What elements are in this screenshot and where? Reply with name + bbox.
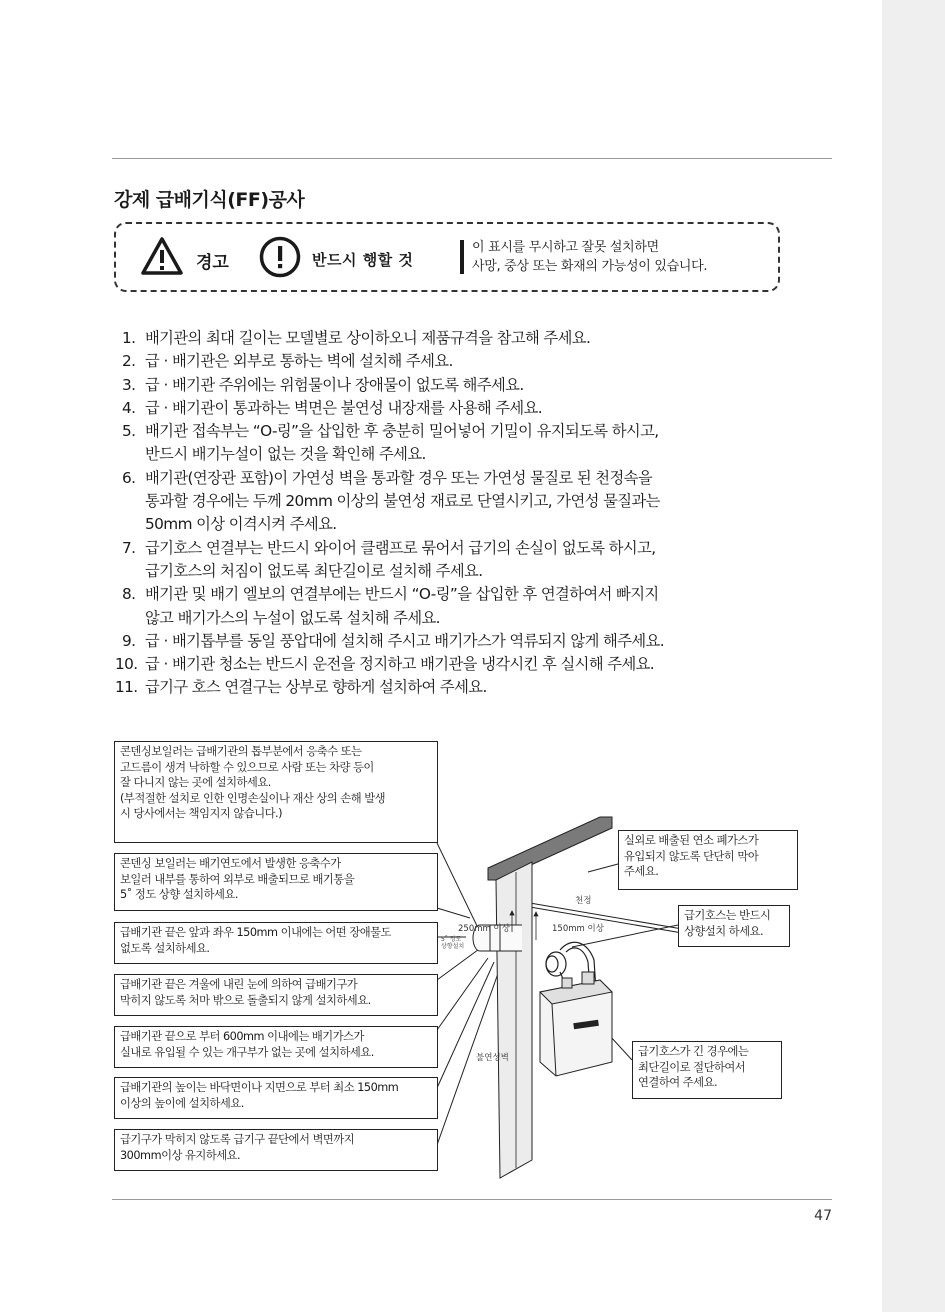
item-number: 6.	[122, 468, 136, 487]
item-text: 급 · 배기관이 통과하는 벽면은 불연성 내장재를 사용해 주세요.	[145, 398, 543, 417]
boiler-unit	[540, 972, 612, 1076]
item-text: 배기관 및 배기 엘보의 연결부에는 반드시 “O-링”을 삽입한 후 연결하여서 빠지지 않고 배기가스의 누설이 없도록 설치해 주세요.	[145, 585, 659, 627]
item-number: 10.	[115, 655, 138, 674]
item-text: 배기관 접속부는 “O-링”을 삽입한 후 충분히 밀어넣어 기밀이 유지되도록 하시고, 반드시 배기누설이 없는 것을 확인해 주세요.	[145, 422, 659, 464]
distance-250-label: 250mm 이상	[458, 924, 510, 934]
ceiling-line	[524, 902, 694, 931]
note-condensation-location: 콘덴싱보일러는 급배기관의 톱부분에서 응축수 또는 고드름이 생겨 낙하할 수 있으므로 사람 또는 차량 등이 잘 다니지 않는 곳에 설치하세요. (부적절한 설치로 인한 인명손실이나 재산 상의 손해 발생 시 당사에서는 책임지지 않습니다.)	[114, 741, 438, 843]
item-number: 11.	[115, 678, 138, 697]
note-hose-shorten: 급기호스가 긴 경우에는 최단길이로 절단하여서 연결하여 주세요.	[632, 1041, 782, 1099]
ceiling-label: 천정	[575, 896, 592, 906]
item-number: 3.	[122, 375, 136, 394]
item-number: 8.	[122, 585, 136, 604]
item-text: 급 · 배기관은 외부로 통하는 벽에 설치해 주세요.	[145, 352, 453, 371]
wall-material-label: 불연성벽	[476, 1053, 509, 1063]
item-text: 급 · 배기관 주위에는 위험물이나 장애물이 없도록 해주세요.	[145, 375, 524, 394]
note-300mm-intake: 급기구가 막히지 않도록 급기구 끝단에서 벽면까지 300mm이상 유지하세요.	[114, 1129, 438, 1171]
distance-150-label: 150mm 이상	[552, 924, 604, 934]
item-number: 2.	[122, 352, 136, 371]
warning-description: 이 표시를 무시하고 잘못 설치하면 사망, 중상 또는 화재의 가능성이 있습니다.	[472, 240, 708, 274]
item-text: 급 · 배기관 청소는 반드시 운전을 정지하고 배기관을 냉각시킨 후 실시해 주세요.	[145, 655, 655, 674]
item-number: 4.	[122, 398, 136, 417]
tilt-label: 5˚ 정도 상향설치	[441, 936, 465, 950]
note-150mm-clearance: 급배기관 끝은 앞과 좌우 150mm 이내에는 어떤 장애물도 없도록 설치하세요.	[114, 922, 438, 964]
page-number: 47	[814, 1208, 832, 1224]
note-hose-upward: 급기호스는 반드시 상향설치 하세요.	[678, 905, 790, 947]
note-height-150mm: 급배기관의 높이는 바닥면이나 지면으로 부터 최소 150mm 이상의 높이에 설치하세요.	[114, 1077, 438, 1119]
item-number: 1.	[122, 329, 136, 347]
warning-label: 경고	[196, 253, 229, 273]
note-upward-slope: 콘덴싱 보일러는 배기연도에서 발생한 응축수가 보일러 내부를 통하여 외부로 배출되므로 배기통을 5˚ 정도 상향 설치하세요.	[114, 853, 438, 911]
note-600mm-openings: 급배기관 끝으로 부터 600mm 이내에는 배기가스가 실내로 유입될 수 있는 개구부가 없는 곳에 설치하세요.	[114, 1026, 438, 1068]
item-number: 7.	[122, 538, 136, 557]
bottom-divider	[112, 1199, 832, 1200]
item-text: 급기구 호스 연결구는 상부로 향하게 설치하여 주세요.	[145, 678, 487, 697]
item-number: 9.	[122, 631, 136, 650]
item-number: 5.	[122, 422, 136, 441]
item-text: 배기관의 최대 길이는 모델별로 상이하오니 제품규격을 참고해 주세요.	[145, 329, 591, 347]
section-title: 강제 급배기식(FF)공사	[114, 189, 305, 211]
item-text: 배기관(연장관 포함)이 가연성 벽을 통과할 경우 또는 가연성 물질로 된 천정속을 통과할 경우에는 두께 20mm 이상의 불연성 재료로 단열시키고, 가연성 물질과는 50mm 이상 이격시켜 주세요.	[145, 468, 660, 534]
mandatory-label: 반드시 행할 것	[312, 251, 414, 269]
wall	[496, 862, 532, 1178]
item-text: 급 · 배기톱부를 동일 풍압대에 설치해 주시고 배기가스가 역류되지 않게 해주세요.	[145, 631, 664, 650]
note-seal-gaps: 실외로 배출된 연소 폐가스가 유입되지 않도록 단단히 막아 주세요.	[618, 830, 798, 890]
item-text: 급기호스 연결부는 반드시 와이어 클램프로 묶어서 급기의 손실이 없도록 하시고, 급기호스의 처짐이 없도록 최단길이로 설치해 주세요.	[145, 538, 656, 580]
note-snow-eaves: 급배기관 끝은 겨울에 내린 눈에 의하여 급배기구가 막히지 않도록 처마 밖으로 돌출되지 않게 설치하세요.	[114, 974, 438, 1016]
